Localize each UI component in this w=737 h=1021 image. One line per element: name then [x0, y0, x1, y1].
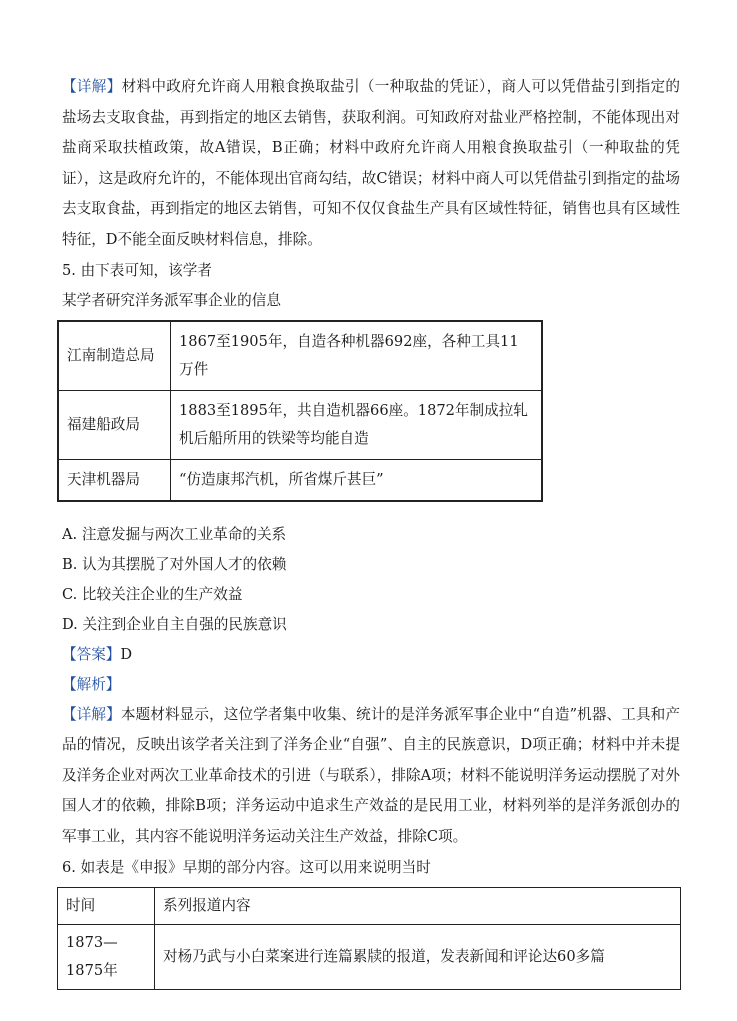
document-page [62, 72, 680, 990]
enterprise-info: 1867至1905年，自造各种机器692座，各种工具11万件 [171, 321, 543, 391]
option-b: B. 认为其摆脱了对外国人才的依赖 [62, 555, 287, 573]
q5-explanation [62, 700, 680, 853]
table-row [58, 390, 542, 459]
q4-explanation [62, 72, 680, 256]
explain-tag: 【详解】 [62, 705, 121, 723]
explain-tag: 【详解】 [62, 78, 122, 95]
column-header-time: 时间 [58, 887, 155, 924]
explanation-text: 材料中政府允许商人用粮食换取盐引（一种取盐的凭证），商人可以凭借盐引到指定的盐场去支取食盐，再到指定的地区去销售，获取利润。可知政府对盐业严格控制，不能体现出对盐商采取扶植政策，故A错误，B正确；材料中政府允许商人用粮食换取盐引（一种取盐的凭证），这是政府允许的，不能体现出官商勾结，故C错误；材料中商人可以凭借盐引到指定的盐场去支取食盐，再到指定的地区去销售，可知不仅仅食盐生产具有区域性特征，销售也具有区域性特征，D不能全面反映材料信息，排除。 [62, 78, 680, 248]
table-row [58, 459, 542, 501]
analysis-tag: 【解析】 [62, 675, 121, 693]
table-header-row [58, 887, 681, 924]
enterprise-name: 天津机器局 [58, 459, 171, 501]
table-row [58, 924, 681, 989]
table-row [58, 321, 542, 391]
question-6-stem: 6. 如表是《申报》早期的部分内容。这可以用来说明当时 [62, 858, 431, 876]
option-a: A. 注意发掘与两次工业革命的关系 [62, 525, 287, 543]
enterprise-table [57, 320, 543, 502]
report-time: 1873—1875年 [58, 924, 155, 989]
answer-options [62, 520, 680, 640]
enterprise-name: 江南制造总局 [58, 321, 171, 391]
explanation-text: 本题材料显示，这位学者集中收集、统计的是洋务派军事企业中“自造”机器、工具和产品的情况，反映出该学者关注到了洋务企业“自强”、自主的民族意识，D项正确；材料中并未提及洋务企业对两次工业革命技术的引进（与联系），排除A项；材料不能说明洋务运动摆脱了对外国人才的依赖，排除B项；洋务运动中追求生产效益的是民用工业，材料列举的是洋务派创办的军事工业，其内容不能说明洋务运动关注生产效益，排除C项。 [62, 705, 680, 845]
report-content: 对杨乃武与小白菜案进行连篇累牍的报道，发表新闻和评论达60多篇 [155, 924, 681, 989]
shenbao-table [57, 887, 681, 990]
option-d: D. 关注到企业自主自强的民族意识 [62, 615, 287, 633]
enterprise-name: 福建船政局 [58, 390, 171, 459]
table-caption: 某学者研究洋务派军事企业的信息 [62, 291, 281, 309]
answer-value: D [120, 645, 133, 663]
enterprise-info: “仿造康邦汽机，所省煤斤甚巨” [171, 459, 543, 501]
option-c: C. 比较关注企业的生产效益 [62, 585, 243, 603]
enterprise-info: 1883至1895年，共自造机器66座。1872年制成拉轧机后船所用的铁梁等均能自造 [171, 390, 543, 459]
analysis-heading [62, 670, 680, 700]
column-header-content: 系列报道内容 [155, 887, 681, 924]
answer-tag: 【答案】 [62, 645, 121, 663]
question-5-stem: 5. 由下表可知，该学者 [62, 261, 212, 279]
answer-line [62, 640, 680, 670]
